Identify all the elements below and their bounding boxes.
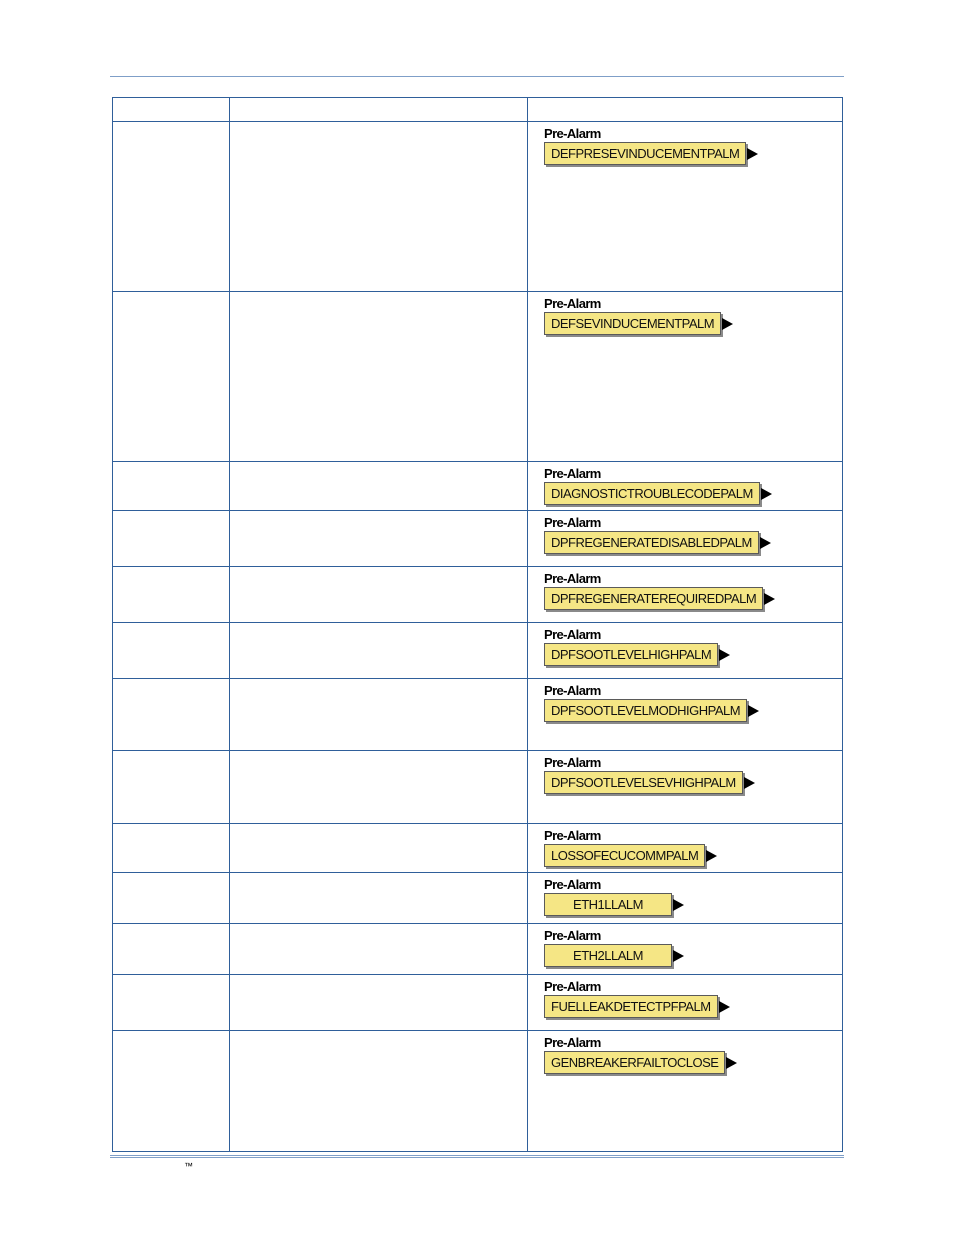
pre-alarm-label: Pre-Alarm	[544, 877, 601, 892]
logic-block[interactable]: GENBREAKERFAILTOCLOSE	[544, 1051, 725, 1074]
logic-element[interactable]	[528, 292, 842, 335]
table-row	[113, 292, 843, 462]
table-row	[113, 623, 843, 679]
footer-rule	[110, 1155, 844, 1158]
pre-alarm-label: Pre-Alarm	[544, 979, 601, 994]
trademark-symbol: ™	[184, 1161, 193, 1171]
logic-block[interactable]: ETH2LLALM	[544, 944, 672, 967]
output-arrow-icon	[719, 649, 730, 661]
header-cell-logic	[528, 98, 843, 122]
table-row	[113, 1031, 843, 1152]
logic-element[interactable]	[528, 1031, 842, 1074]
output-arrow-icon	[673, 950, 684, 962]
output-arrow-icon	[744, 777, 755, 789]
logic-block[interactable]: DIAGNOSTICTROUBLECODEPALM	[544, 482, 760, 505]
pre-alarm-label: Pre-Alarm	[544, 755, 601, 770]
logic-element[interactable]	[528, 623, 842, 666]
pre-alarm-label: Pre-Alarm	[544, 627, 601, 642]
logic-element[interactable]	[528, 924, 842, 967]
logic-block[interactable]: DPFSOOTLEVELSEVHIGHPALM	[544, 771, 743, 794]
logic-element[interactable]	[528, 567, 842, 610]
table-row	[113, 567, 843, 623]
output-arrow-icon	[673, 899, 684, 911]
table-header-row	[113, 98, 843, 122]
logic-element[interactable]	[528, 824, 842, 867]
pre-alarm-label: Pre-Alarm	[544, 126, 601, 141]
logic-block[interactable]: ETH1LLALM	[544, 893, 672, 916]
logic-element[interactable]	[528, 462, 842, 505]
pre-alarm-label: Pre-Alarm	[544, 571, 601, 586]
logic-block[interactable]: DPFREGENERATEDISABLEDPALM	[544, 531, 759, 554]
logic-block[interactable]: DPFSOOTLEVELHIGHPALM	[544, 643, 718, 666]
output-arrow-icon	[760, 537, 771, 549]
logic-element[interactable]	[528, 873, 842, 916]
table-row	[113, 679, 843, 751]
table-row	[113, 122, 843, 292]
header-cell-name	[113, 98, 230, 122]
header-cell-description	[230, 98, 528, 122]
logic-block[interactable]: DPFREGENERATEREQUIREDPALM	[544, 587, 763, 610]
table-row	[113, 751, 843, 824]
logic-element[interactable]	[528, 975, 842, 1018]
logic-element[interactable]	[528, 679, 842, 722]
logic-block[interactable]: DPFSOOTLEVELMODHIGHPALM	[544, 699, 747, 722]
logic-element[interactable]	[528, 122, 842, 165]
pre-alarm-label: Pre-Alarm	[544, 928, 601, 943]
pre-alarm-label: Pre-Alarm	[544, 466, 601, 481]
table-row	[113, 873, 843, 924]
logic-element[interactable]	[528, 511, 842, 554]
output-arrow-icon	[722, 318, 733, 330]
logic-block[interactable]: DEFSEVINDUCEMENTPALM	[544, 312, 721, 335]
logic-block[interactable]: FUELLEAKDETECTPFPALM	[544, 995, 718, 1018]
table-row	[113, 511, 843, 567]
table-row	[113, 824, 843, 873]
logic-block[interactable]: LOSSOFECUCOMMPALM	[544, 844, 705, 867]
pre-alarm-label: Pre-Alarm	[544, 515, 601, 530]
output-arrow-icon	[764, 593, 775, 605]
logic-element[interactable]	[528, 751, 842, 794]
output-arrow-icon	[706, 850, 717, 862]
pre-alarm-label: Pre-Alarm	[544, 1035, 601, 1050]
table-row	[113, 924, 843, 975]
output-arrow-icon	[748, 705, 759, 717]
logic-block[interactable]: DEFPRESEVINDUCEMENTPALM	[544, 142, 746, 165]
table-row	[113, 975, 843, 1031]
output-arrow-icon	[761, 488, 772, 500]
table-row	[113, 462, 843, 511]
alarm-table	[112, 97, 843, 1152]
header-rule	[110, 76, 844, 77]
output-arrow-icon	[747, 148, 758, 160]
pre-alarm-label: Pre-Alarm	[544, 683, 601, 698]
output-arrow-icon	[719, 1001, 730, 1013]
pre-alarm-label: Pre-Alarm	[544, 296, 601, 311]
output-arrow-icon	[726, 1057, 737, 1069]
pre-alarm-label: Pre-Alarm	[544, 828, 601, 843]
